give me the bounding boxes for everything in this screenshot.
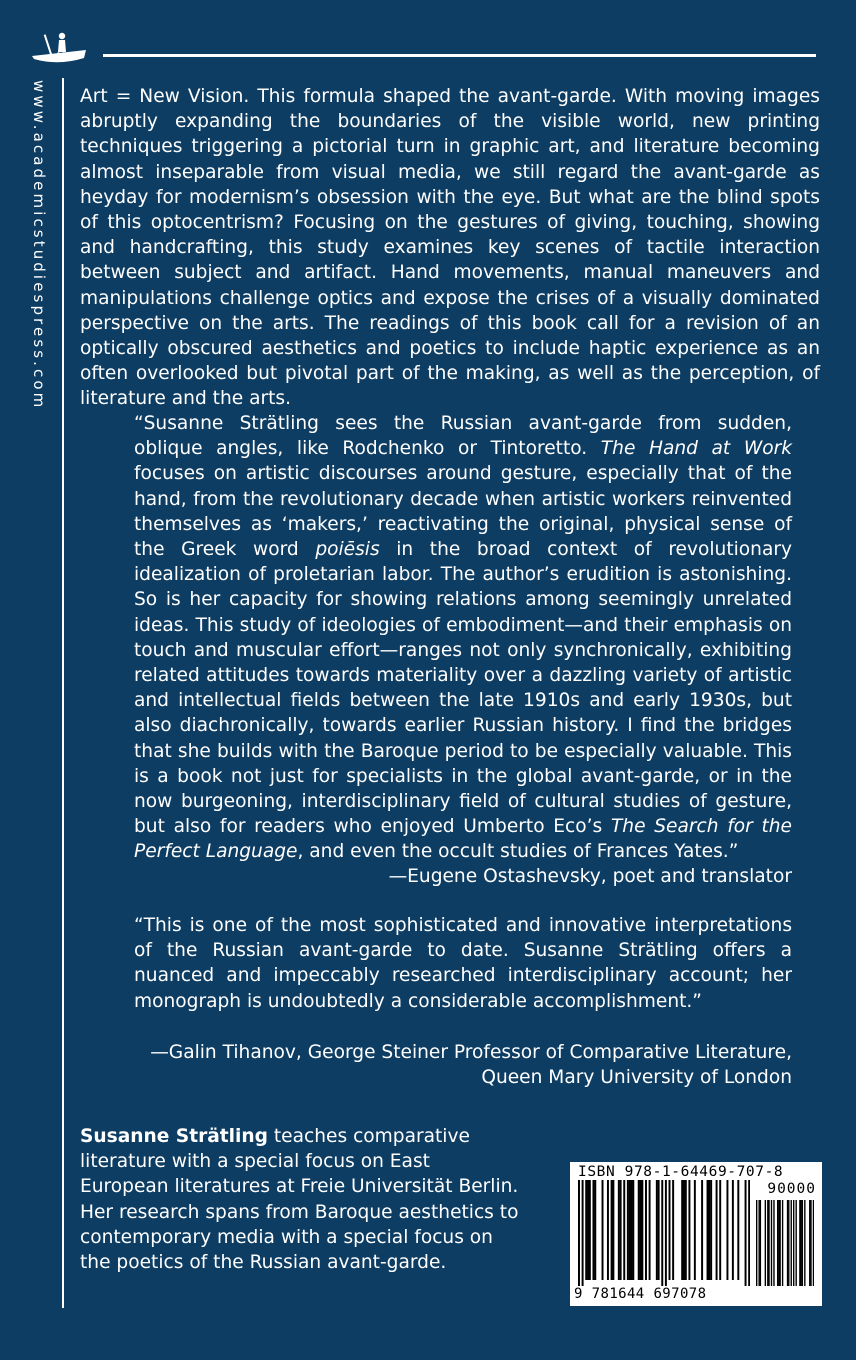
barcode-bar	[681, 1180, 683, 1280]
eco-title-italic: The Search for the Perfect Language	[134, 816, 792, 863]
barcode-bar	[618, 1180, 620, 1280]
addon-bar	[788, 1200, 789, 1286]
addon-bar	[778, 1200, 779, 1286]
addon-bar	[782, 1200, 783, 1286]
barcode-bar	[661, 1180, 663, 1286]
endorsement-quote-1	[134, 411, 792, 865]
barcode-bar	[737, 1180, 739, 1280]
ean-barcode-bars	[578, 1180, 750, 1286]
barcode-bar	[629, 1180, 631, 1280]
top-divider	[103, 54, 816, 57]
book-blurb: Art = New Vision. This formula shaped the avant-garde. With moving images abruptly expanding the boundaries of the visible world, new printing techniques triggering a pictorial turn in graphic art, and literature becoming almost inseparable from visual media, we still regard the avant-garde as heyday for modernism’s obsession with the eye. But what are the blind spots of this optocentrism? Focusing on the gestures of giving, touching, showing and handcrafting, this study examines key scenes of tactile interaction between subject and artifact. Hand movements, manual maneuvers and manipulations challenge optics and expose the crises of a visually dominated perspective on the arts. The readings of this book call for a revision of an optically obscured aesthetics and poetics to include haptic experience as an often overlooked but pivotal part of the making, as well as the perception, of literature and the arts.	[80, 86, 820, 410]
publisher-website: www.academicstudiespress.com	[30, 80, 48, 411]
attribution-line: —Galin Tihanov, George Steiner Professor of Comparative Literature,	[150, 1042, 792, 1063]
barcode-bar	[631, 1180, 633, 1280]
rowing-boat-figure-icon	[28, 28, 90, 72]
barcode-bar	[623, 1180, 625, 1280]
attribution-line: Queen Mary University of London	[481, 1067, 792, 1089]
barcode-bar	[578, 1180, 580, 1286]
barcode-bar	[688, 1180, 690, 1280]
author-name: Susanne Strätling	[80, 1126, 268, 1147]
isbn-barcode	[570, 1162, 822, 1306]
isbn-label: ISBN 978-1-64469-707-8	[578, 1164, 784, 1180]
addon-bar	[813, 1200, 814, 1286]
addon-bar	[799, 1200, 800, 1286]
addon-bar	[795, 1200, 796, 1286]
addon-bar	[773, 1200, 774, 1286]
barcode-bar	[641, 1180, 643, 1280]
barcode-bar	[658, 1180, 660, 1280]
greek-word-italic: poiēsis	[315, 539, 380, 561]
barcode-bar	[716, 1180, 718, 1280]
addon-bar	[768, 1200, 769, 1286]
author-bio-text: teaches comparative literature with a special focus on East European literatures at Freie Universität Berlin. Her research spans from Baroque aesthetics to contemporary media with a special focus on the poetics of the Russian avant-garde.	[80, 1126, 519, 1274]
addon-bar	[791, 1200, 792, 1286]
barcode-bar	[589, 1180, 591, 1280]
author-bio	[80, 1124, 520, 1275]
barcode-bar	[708, 1180, 710, 1280]
barcode-bar	[685, 1180, 687, 1280]
barcode-bar	[672, 1180, 674, 1280]
addon-bar	[804, 1200, 805, 1286]
barcode-bar	[587, 1180, 589, 1280]
barcode-bar	[656, 1180, 658, 1280]
barcode-bar	[719, 1180, 721, 1280]
quote-text: , and even the occult studies of Frances Yates.”	[297, 841, 739, 863]
addon-bar	[760, 1200, 761, 1286]
addon-bar	[809, 1200, 810, 1286]
addon-bar	[793, 1200, 794, 1286]
addon-bar	[777, 1200, 778, 1286]
barcode-bar	[582, 1180, 584, 1286]
barcode-bar	[585, 1180, 587, 1280]
ean-digits: 9 781644 697078	[574, 1286, 707, 1302]
barcode-bar	[612, 1180, 614, 1280]
barcode-bar	[669, 1180, 671, 1280]
endorsement-quote-2: “This is one of the most sophisticated and innovative interpretations of the Russian avant-garde to date. Susanne Strätling offers a nuanced and impeccably researched interdisciplinary account; her monograph is undoubtedly a considerable accomplishment.”	[134, 915, 792, 1012]
addon-bar	[779, 1200, 780, 1286]
addon-bar	[810, 1200, 811, 1286]
barcode-bar	[611, 1180, 613, 1280]
barcode-bar	[620, 1180, 622, 1280]
barcode-bar	[707, 1180, 709, 1280]
barcode-bar	[649, 1180, 651, 1280]
quote-text: in the broad context of revolutionary idealization of proletarian labor. The author’s erudition is astonishing. So is her capacity for showing relations among seemingly unrelated ideas. This study of ideologies of embodiment—and their emphasis on touch and muscular effort—ranges not only synchronically, exhibiting related attitudes towards materiality over a dazzling variety of artistic and intellectual fields between the late 1910s and early 1930s, but also diachronically, towards earlier Russian history. I find the bridges that she builds with the Baroque period to be especially valuable. This is a book not just for specialists in the global avant-garde, or in the now burgeoning, interdisciplinary field of cultural studies of gesture, but also for readers who enjoyed Umberto Eco’s	[134, 539, 792, 838]
barcode-bar	[607, 1180, 609, 1280]
barcode-bar	[683, 1180, 685, 1280]
barcode-bar	[638, 1180, 640, 1280]
addon-barcode-bars	[756, 1200, 814, 1286]
addon-bar	[758, 1200, 759, 1286]
barcode-bar	[632, 1180, 634, 1280]
barcode-bar	[710, 1180, 712, 1280]
endorsement-attribution-2	[92, 1040, 792, 1090]
barcode-bar	[627, 1180, 629, 1280]
addon-bar	[756, 1200, 757, 1286]
barcode-bar	[732, 1180, 734, 1280]
barcode-bar	[665, 1180, 667, 1286]
addon-bar	[787, 1200, 788, 1286]
addon-bar	[771, 1200, 772, 1286]
barcode-bar	[701, 1180, 703, 1280]
barcode-bar	[592, 1180, 594, 1280]
side-divider	[62, 78, 64, 1308]
barcode-bar	[694, 1180, 696, 1280]
barcode-bar	[640, 1180, 642, 1280]
quote-text: “Susanne Strätling sees the Russian avant-garde from sudden, oblique angles, like Rodchenko or Tintoretto.	[134, 413, 792, 460]
endorsement-attribution-1: —Eugene Ostashevsky, poet and translator	[388, 866, 792, 887]
addon-bar	[765, 1200, 766, 1286]
quote-text: focuses on artistic discourses around gesture, especially that of the hand, from the revolutionary decade when artistic workers reinvented themselves as ‘makers,’ reactivating the original, physical sense of the Greek word	[134, 463, 792, 561]
barcode-bar	[594, 1180, 596, 1280]
barcode-bar	[645, 1180, 647, 1280]
barcode-bar	[726, 1180, 728, 1280]
addon-bar	[802, 1200, 803, 1286]
barcode-bar	[602, 1180, 604, 1280]
book-title-italic: The Hand at Work	[600, 438, 792, 460]
barcode-bar	[745, 1180, 747, 1286]
barcode-bar	[748, 1180, 750, 1286]
price-code: 90000	[767, 1181, 816, 1197]
addon-bar	[800, 1200, 801, 1286]
addon-bar	[767, 1200, 768, 1286]
